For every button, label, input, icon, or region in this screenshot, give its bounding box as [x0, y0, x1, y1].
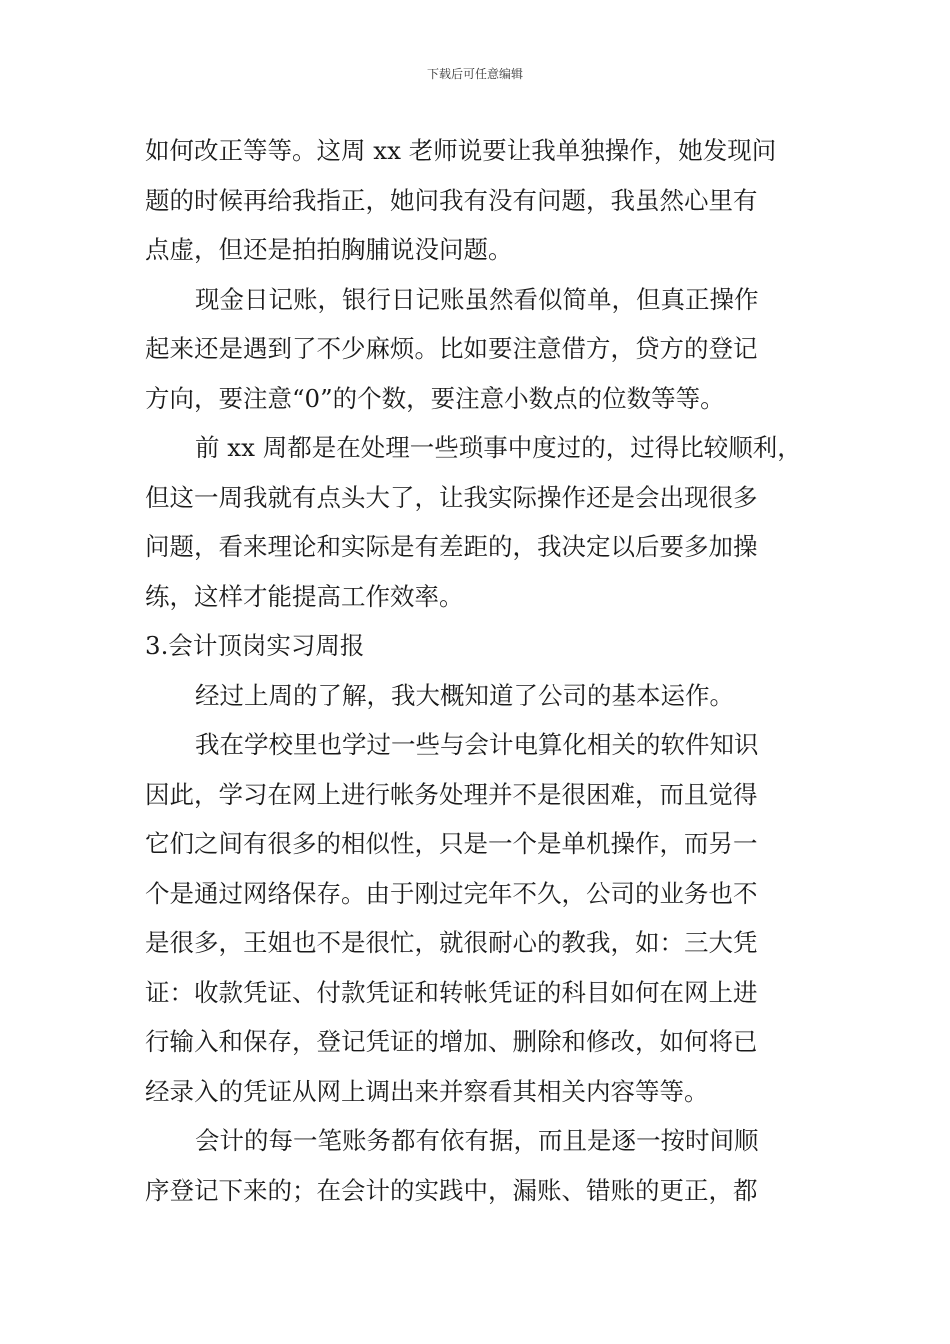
- text-line: 因此，学习在网上进行帐务处理并不是很困难，而且觉得: [145, 779, 758, 809]
- text-line: 行输入和保存，登记凭证的增加、删除和修改，如何将已: [145, 1027, 758, 1056]
- text-line: 证：收款凭证、付款凭证和转帐凭证的科目如何在网上进: [145, 977, 758, 1007]
- text-line: 起来还是遇到了不少麻烦。比如要注意借方，贷方的登记: [145, 334, 758, 363]
- paragraph-start-line: 现金日记账，银行日记账虽然看似简单，但真正操作: [195, 284, 759, 314]
- paragraph-start-line: 前 xx 周都是在处理一些琐事中度过的，过得比较顺利，: [195, 433, 802, 462]
- text-line: 方向，要注意“0”的个数，要注意小数点的位数等等。: [145, 383, 725, 413]
- text-line: 题的时候再给我指正，她问我有没有问题，我虽然心里有: [145, 185, 758, 215]
- text-line: 点虚，但还是拍拍胸脯说没问题。: [145, 235, 513, 264]
- text-line: 问题，看来理论和实际是有差距的，我决定以后要多加操: [145, 532, 758, 561]
- text-line: 它们之间有很多的相似性，只是一个是单机操作，而另一: [145, 829, 758, 858]
- text-line: 如何改正等等。这周 xx 老师说要让我单独操作，她发现问: [145, 136, 777, 165]
- text-line: 经录入的凭证从网上调出来并察看其相关内容等等。: [145, 1076, 709, 1106]
- text-line: 序登记下来的；在会计的实践中，漏账、错账的更正，都: [145, 1175, 758, 1205]
- text-line: 是很多，王姐也不是很忙，就很耐心的教我，如：三大凭: [145, 928, 758, 957]
- paragraph-start-line: 经过上周的了解，我大概知道了公司的基本运作。: [195, 680, 734, 710]
- text-line: 但这一周我就有点头大了，让我实际操作还是会出现很多: [145, 482, 758, 512]
- paragraph-start-line: 会计的每一笔账务都有依有据，而且是逐一按时间顺: [195, 1126, 759, 1155]
- section-heading: 3.会计顶岗实习周报: [145, 631, 365, 660]
- text-line: 个是通过网络保存。由于刚过完年不久，公司的业务也不: [145, 878, 758, 908]
- text-line: 练，这样才能提高工作效率。: [145, 581, 464, 611]
- page-header: 下载后可任意编辑: [426, 67, 523, 81]
- document-body: [145, 126, 835, 1215]
- paragraph-start-line: 我在学校里也学过一些与会计电算化相关的软件知识: [195, 730, 759, 759]
